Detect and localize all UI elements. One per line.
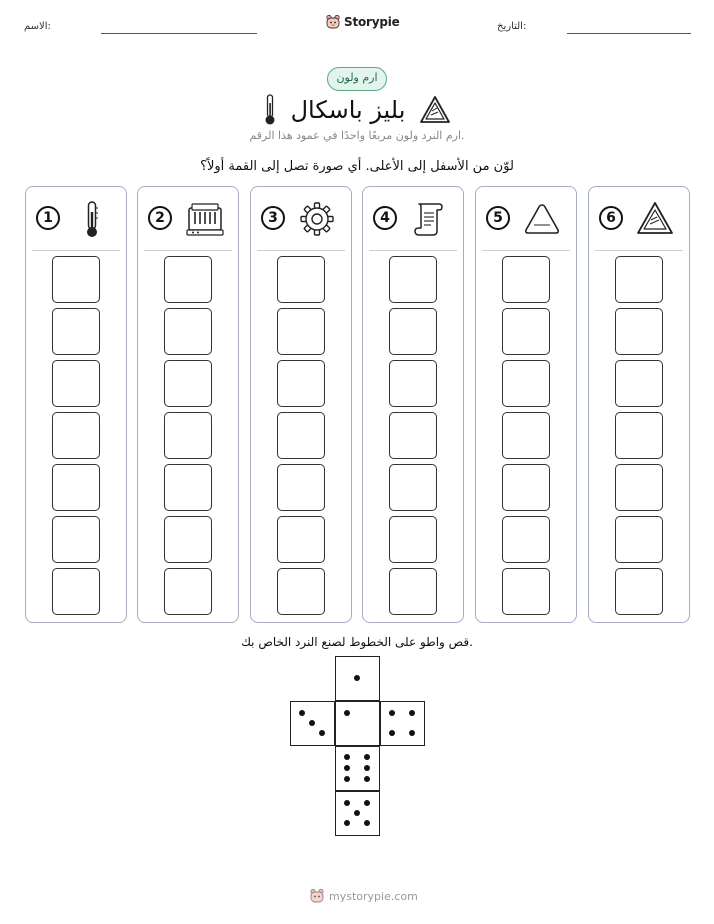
color-cell[interactable] xyxy=(502,308,550,355)
storypie-mascot-icon xyxy=(325,14,341,30)
subtitle: ارم النرد ولون مربعًا واحدًا في عمود هذا الرقم. xyxy=(249,129,465,142)
color-cell[interactable] xyxy=(502,256,550,303)
dice-face-3 xyxy=(290,701,335,746)
instruction: لوّن من الأسفل إلى الأعلى. أي صورة تصل إلى القمة أولاً؟ xyxy=(200,159,514,174)
activity-badge: ارم ولون xyxy=(327,67,387,91)
color-cell[interactable] xyxy=(389,464,437,511)
color-cell[interactable] xyxy=(52,256,100,303)
storypie-logo xyxy=(325,14,400,30)
dice-pip xyxy=(389,730,395,736)
dice-pip xyxy=(364,765,370,771)
color-cell[interactable] xyxy=(615,256,663,303)
dice-pip xyxy=(364,820,370,826)
triangle-icon xyxy=(522,199,562,239)
column-divider xyxy=(257,250,345,251)
column-number: 4 xyxy=(373,206,397,230)
dice-face-1 xyxy=(335,656,380,701)
color-cell[interactable] xyxy=(52,568,100,615)
dice-face-6 xyxy=(335,746,380,791)
dice-pip xyxy=(409,730,415,736)
date-line xyxy=(567,33,691,34)
color-cell[interactable] xyxy=(277,568,325,615)
color-cell[interactable] xyxy=(277,360,325,407)
dice-pip xyxy=(364,776,370,782)
storypie-mascot-icon xyxy=(309,888,325,904)
dice-instruction: قص واطو على الخطوط لصنع النرد الخاص بك. xyxy=(241,635,473,649)
color-cell[interactable] xyxy=(615,412,663,459)
calculator-machine-icon xyxy=(184,199,224,239)
date-label: التاريخ: xyxy=(497,21,527,32)
dice-pip xyxy=(299,710,305,716)
dice-pip xyxy=(364,800,370,806)
color-cell[interactable] xyxy=(277,464,325,511)
color-cell[interactable] xyxy=(52,464,100,511)
dice-pip xyxy=(309,720,315,726)
color-cell[interactable] xyxy=(164,516,212,563)
color-cell[interactable] xyxy=(502,412,550,459)
color-cell[interactable] xyxy=(52,516,100,563)
dice-pip xyxy=(344,776,350,782)
dice-face-1-center xyxy=(335,701,380,746)
page-title xyxy=(0,94,714,132)
color-cell[interactable] xyxy=(164,412,212,459)
column-6 xyxy=(588,186,690,623)
title-text: بليز باسكال xyxy=(290,96,406,124)
column-divider xyxy=(144,250,232,251)
footer xyxy=(309,888,418,904)
color-cell[interactable] xyxy=(389,516,437,563)
color-cell[interactable] xyxy=(389,256,437,303)
column-number: 6 xyxy=(599,206,623,230)
column-number: 1 xyxy=(36,206,60,230)
color-cell[interactable] xyxy=(164,568,212,615)
dice-pip xyxy=(354,810,360,816)
thermometer-icon xyxy=(72,199,112,239)
color-cell[interactable] xyxy=(277,412,325,459)
thermometer-icon xyxy=(263,94,277,126)
color-cell[interactable] xyxy=(502,360,550,407)
color-cell[interactable] xyxy=(389,308,437,355)
dice-pip xyxy=(319,730,325,736)
color-cell[interactable] xyxy=(277,308,325,355)
gear-icon xyxy=(297,199,337,239)
pascal-triangle-icon xyxy=(419,95,451,125)
color-cell[interactable] xyxy=(502,568,550,615)
color-cell[interactable] xyxy=(615,308,663,355)
dice-face-4 xyxy=(380,701,425,746)
color-cell[interactable] xyxy=(164,256,212,303)
brand-name: Storypie xyxy=(344,15,400,29)
color-cell[interactable] xyxy=(502,516,550,563)
name-label: الاسم: xyxy=(24,21,51,32)
column-number: 3 xyxy=(261,206,285,230)
color-cell[interactable] xyxy=(164,360,212,407)
color-cell[interactable] xyxy=(52,412,100,459)
dice-pip xyxy=(344,754,350,760)
dice-pip xyxy=(389,710,395,716)
color-cell[interactable] xyxy=(389,568,437,615)
color-cell[interactable] xyxy=(52,360,100,407)
dice-pip xyxy=(354,675,360,681)
dice-pip xyxy=(409,710,415,716)
column-divider xyxy=(482,250,570,251)
dice-pip xyxy=(344,765,350,771)
color-cell[interactable] xyxy=(277,256,325,303)
column-1 xyxy=(25,186,127,623)
column-divider xyxy=(369,250,457,251)
color-cell[interactable] xyxy=(615,516,663,563)
dice-pip xyxy=(364,754,370,760)
scroll-icon xyxy=(409,199,449,239)
color-cell[interactable] xyxy=(52,308,100,355)
column-divider xyxy=(32,250,120,251)
color-cell[interactable] xyxy=(277,516,325,563)
dice-face-5 xyxy=(335,791,380,836)
color-cell[interactable] xyxy=(615,568,663,615)
column-5 xyxy=(475,186,577,623)
name-line xyxy=(101,33,257,34)
color-cell[interactable] xyxy=(389,360,437,407)
pascal-triangle-icon xyxy=(635,199,675,239)
dice-pip xyxy=(344,710,350,716)
dice-pip xyxy=(344,820,350,826)
column-4 xyxy=(362,186,464,623)
color-cell[interactable] xyxy=(502,464,550,511)
dice-pip xyxy=(344,800,350,806)
color-cell[interactable] xyxy=(164,464,212,511)
column-divider xyxy=(595,250,683,251)
column-2 xyxy=(137,186,239,623)
column-number: 2 xyxy=(148,206,172,230)
color-cell[interactable] xyxy=(615,464,663,511)
column-3 xyxy=(250,186,352,623)
color-cell[interactable] xyxy=(389,412,437,459)
color-cell[interactable] xyxy=(164,308,212,355)
column-number: 5 xyxy=(486,206,510,230)
footer-url[interactable]: mystorypie.com xyxy=(329,889,418,903)
color-cell[interactable] xyxy=(615,360,663,407)
